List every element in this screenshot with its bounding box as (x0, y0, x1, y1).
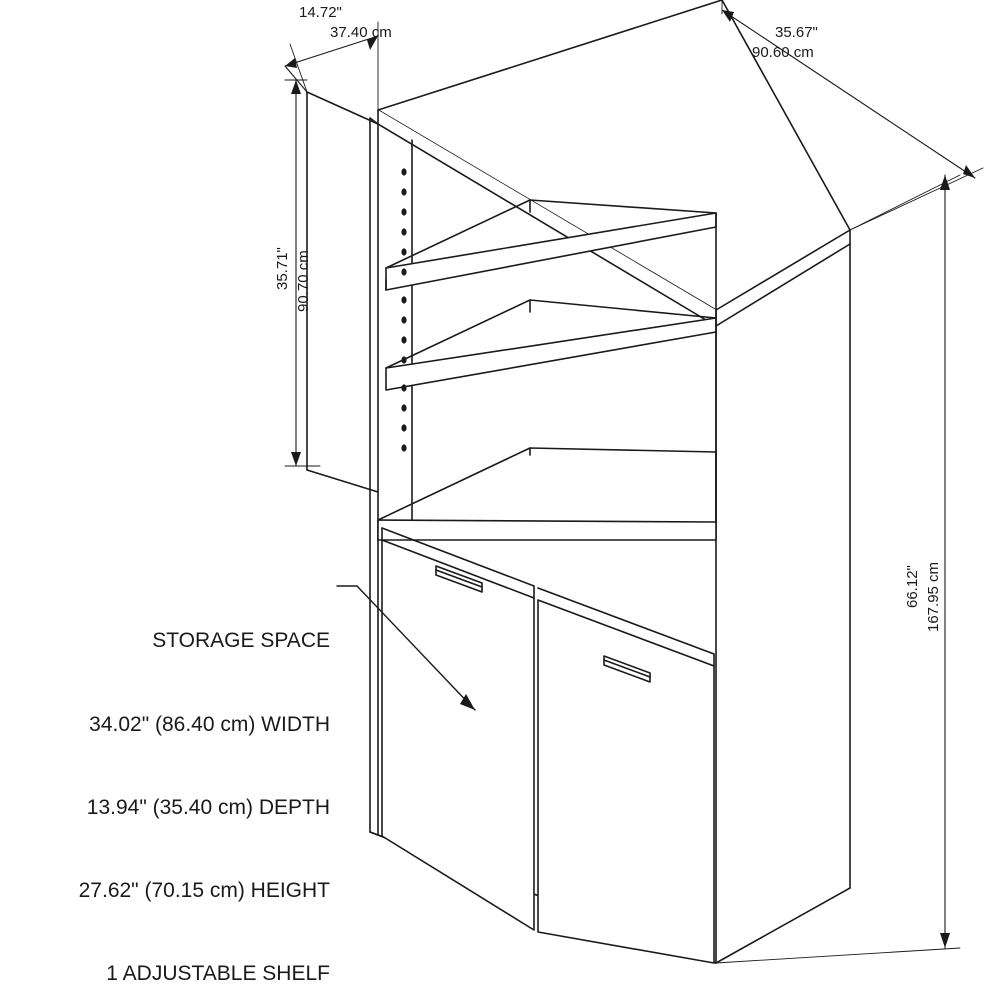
dimension-depth-top-inches: 14.72" (299, 4, 342, 21)
dimension-width-top-cm: 90.60 cm (752, 44, 814, 61)
storage-space-depth: 13.94" (35.40 cm) DEPTH (86, 795, 330, 819)
storage-space-height: 27.62" (70.15 cm) HEIGHT (78, 878, 330, 902)
dimension-open-height-inches: 35.71" (274, 247, 291, 290)
storage-space-shelf: 1 ADJUSTABLE SHELF (106, 962, 330, 986)
dimension-depth-top-cm: 37.40 cm (330, 24, 392, 41)
storage-space-callout (20, 572, 330, 1000)
dimension-overall-height-inches: 66.12" (904, 565, 921, 608)
storage-space-heading: STORAGE SPACE (152, 629, 330, 653)
dimension-overall-height-cm: 167.95 cm (925, 561, 942, 632)
dimension-open-height-cm: 90.70 cm (295, 250, 312, 312)
dimension-width-top-inches: 35.67" (775, 24, 818, 41)
storage-space-width: 34.02" (86.40 cm) WIDTH (89, 712, 330, 736)
